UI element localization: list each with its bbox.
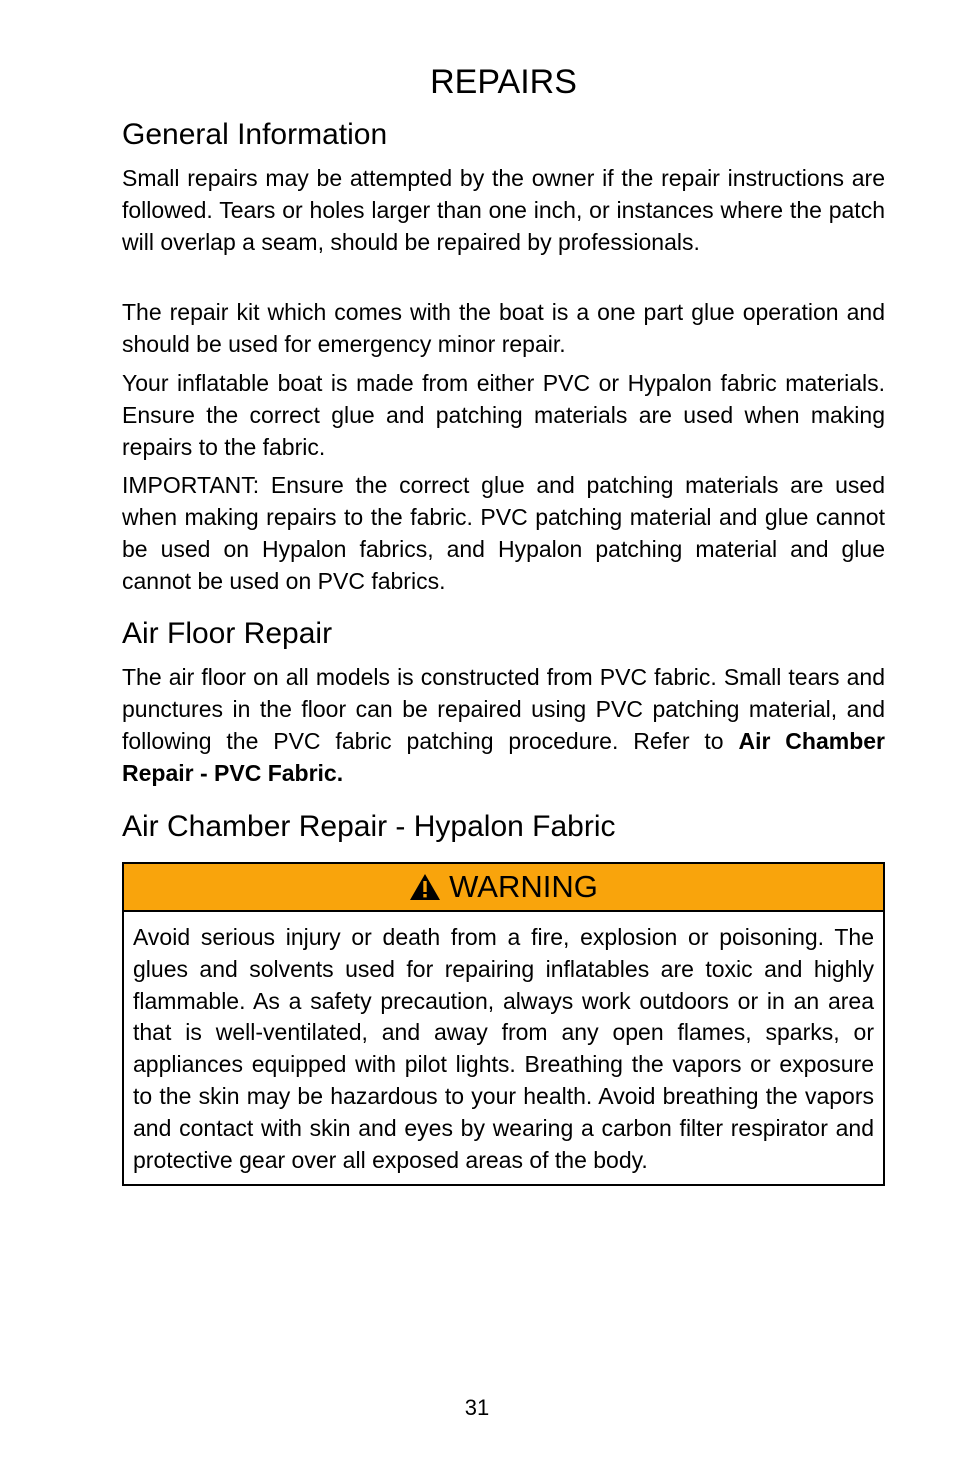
warning-header [124,864,883,912]
warning-text: Avoid serious injury or death from a fire, explosion or poisoning. The glues and solvents used for repairing inflatables are toxic and highly flammable. As a safety precaution, always work outdoors or in an area that is well-ventilated, and away from any open flames, sparks, or appliances equipped with pilot lights. Breathing the vapors or exposure to the skin may be hazardous to your health. Avoid breathing the vapors and contact with skin and eyes by wearing a carbon filter respirator and protective gear over all exposed areas of the body. [133,924,874,1173]
important-notice: IMPORTANT: Ensure the correct glue and patching materials are used when making repairs to the fabric. PVC patching material and glue cannot be used on Hypalon fabrics, and Hypalon patching material and glue cannot be used on PVC fabrics. [122,472,885,594]
warning-triangle-icon [409,873,441,901]
heading-air-chamber-hypalon: Air Chamber Repair - Hypalon Fabric [122,810,616,843]
warning-label: WARNING [449,869,598,904]
general-paragraph-3: Your inflatable boat is made from either PVC or Hypalon fabric materials. Ensure the correct glue and patching materials are used when making repairs to the fabric. [122,370,885,460]
heading-general-information: General Information [122,118,388,151]
page-title: REPAIRS [430,63,577,101]
warning-box [122,862,885,1186]
air-floor-text: The air floor on all models is constructed from PVC fabric. Small tears and punctures in the floor can be repaired using PVC patching material, and following the PVC fabric patching procedure. Refer to [122,664,885,754]
general-paragraph-1: Small repairs may be attempted by the owner if the repair instructions are followed. Tears or holes larger than one inch, or instances where the patch will overlap a seam, should be repaired by professionals. [122,165,885,255]
heading-air-floor-repair: Air Floor Repair [122,617,333,650]
air-floor-paragraph [122,661,885,789]
general-paragraph-2: The repair kit which comes with the boat is a one part glue operation and should be used for emergency minor repair. [122,299,885,357]
page-number: 31 [464,1395,490,1420]
air-floor-reference: Air Chamber Repair - PVC Fabric. [122,728,885,786]
